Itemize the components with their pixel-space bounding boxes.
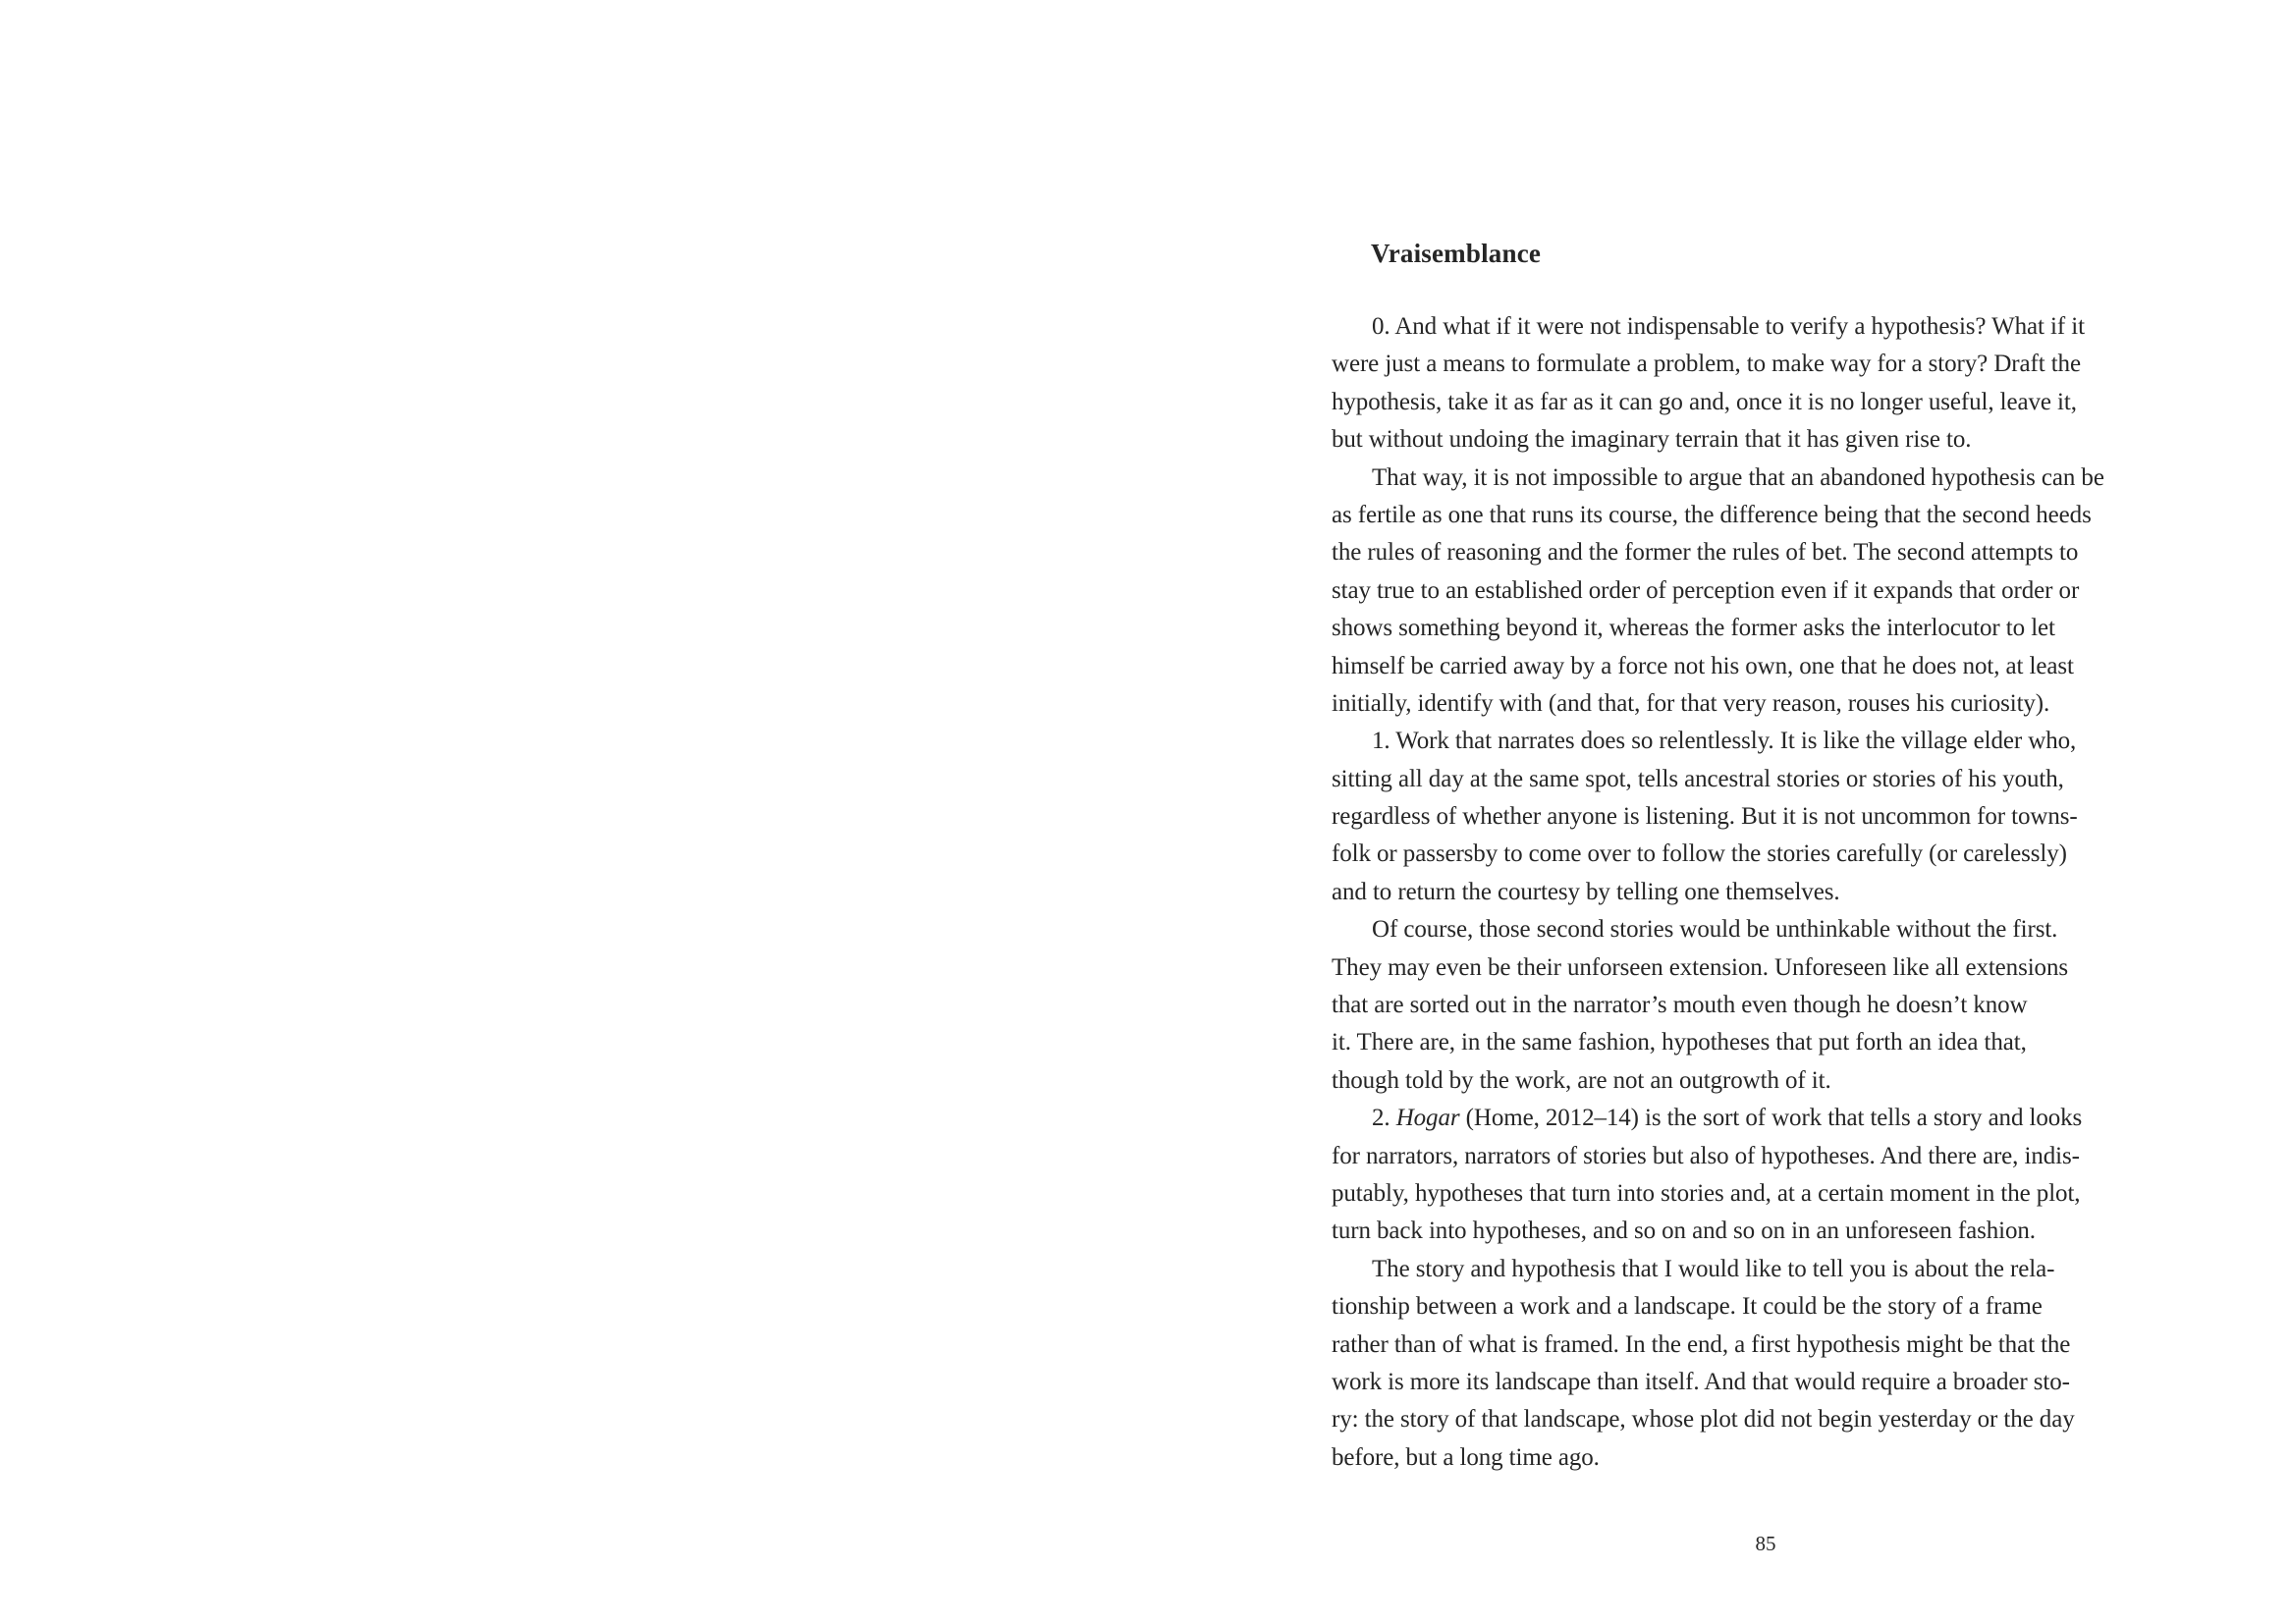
paragraph xyxy=(1332,911,2245,1100)
paragraph xyxy=(1332,1251,2245,1477)
text-line: turn back into hypotheses, and so on and so on in an unforeseen fashion. xyxy=(1332,1218,2036,1245)
text-line: regardless of whether anyone is listening. But it is not uncommon for towns- xyxy=(1332,803,2078,831)
text-line: The story and hypothesis that I would like to tell you is about the rela- xyxy=(1372,1255,2055,1282)
text-segment: 2. xyxy=(1372,1105,1396,1132)
text-line: stay true to an established order of perception even if it expands that order or xyxy=(1332,576,2080,604)
text-line: were just a means to formulate a problem, to make way for a story? Draft the xyxy=(1332,351,2081,378)
text-segment: (Home, 2012–14) is the sort of work that tells a story and looks xyxy=(1459,1105,2083,1132)
text-line: rather than of what is framed. In the end, a first hypothesis might be that the xyxy=(1332,1330,2071,1358)
text-line: folk or passersby to come over to follow the stories carefully (or carelessly) xyxy=(1332,840,2067,868)
text-line: and to return the courtesy by telling one themselves. xyxy=(1332,878,1840,905)
text-line: initially, identify with (and that, for that very reason, rouses his curiosity). xyxy=(1332,689,2050,717)
text-line: putably, hypotheses that turn into stories and, at a certain moment in the plot, xyxy=(1332,1179,2081,1207)
text-line: that are sorted out in the narrator’s mouth even though he doesn’t know xyxy=(1332,992,2028,1019)
text-line: hypothesis, take it as far as it can go and, once it is no longer useful, leave it, xyxy=(1332,388,2077,415)
text-line: for narrators, narrators of stories but also of hypotheses. And there are, indis- xyxy=(1332,1142,2080,1169)
page-number: 85 xyxy=(1755,1532,1776,1555)
paragraph xyxy=(1332,460,2245,724)
italic-text-segment: Hogar xyxy=(1395,1105,1460,1132)
body-text xyxy=(1332,308,2245,1477)
text-line: 1. Work that narrates does so relentlessly. It is like the village elder who, xyxy=(1372,728,2077,755)
text-line: but without undoing the imaginary terrain that it has given rise to. xyxy=(1332,426,1972,454)
paragraph xyxy=(1332,308,2245,460)
text-line: shows something beyond it, whereas the former asks the interlocutor to let xyxy=(1332,615,2055,642)
text-line: though told by the work, are not an outgrowth of it. xyxy=(1332,1066,1831,1094)
text-line: ry: the story of that landscape, whose plot did not begin yesterday or the day xyxy=(1332,1406,2075,1434)
text-line: That way, it is not impossible to argue that an abandoned hypothesis can be xyxy=(1372,463,2104,491)
text-line: Of course, those second stories would be unthinkable without the first. xyxy=(1372,916,2058,944)
text-line: They may even be their unforseen extension. Unforeseen like all extensions xyxy=(1332,953,2068,981)
paragraph xyxy=(1332,1100,2245,1251)
text-line: himself be carried away by a force not his own, one that he does not, at least xyxy=(1332,652,2074,679)
paragraph xyxy=(1332,723,2245,911)
text-line xyxy=(1332,1100,2245,1137)
text-line: sitting all day at the same spot, tells ancestral stories or stories of his youth, xyxy=(1332,765,2064,792)
text-line: before, but a long time ago. xyxy=(1332,1443,1600,1471)
text-line: the rules of reasoning and the former the rules of bet. The second attempts to xyxy=(1332,539,2079,567)
text-line: tionship between a work and a landscape. It could be the story of a frame xyxy=(1332,1293,2043,1321)
text-line: it. There are, in the same fashion, hypotheses that put forth an idea that, xyxy=(1332,1029,2027,1056)
chapter-title: Vraisemblance xyxy=(1371,239,1542,268)
text-line: 0. And what if it were not indispensable to verify a hypothesis? What if it xyxy=(1372,313,2085,340)
text-line: as fertile as one that runs its course, the difference being that the second heeds xyxy=(1332,501,2092,528)
text-line: work is more its landscape than itself. And that would require a broader sto- xyxy=(1332,1368,2070,1395)
